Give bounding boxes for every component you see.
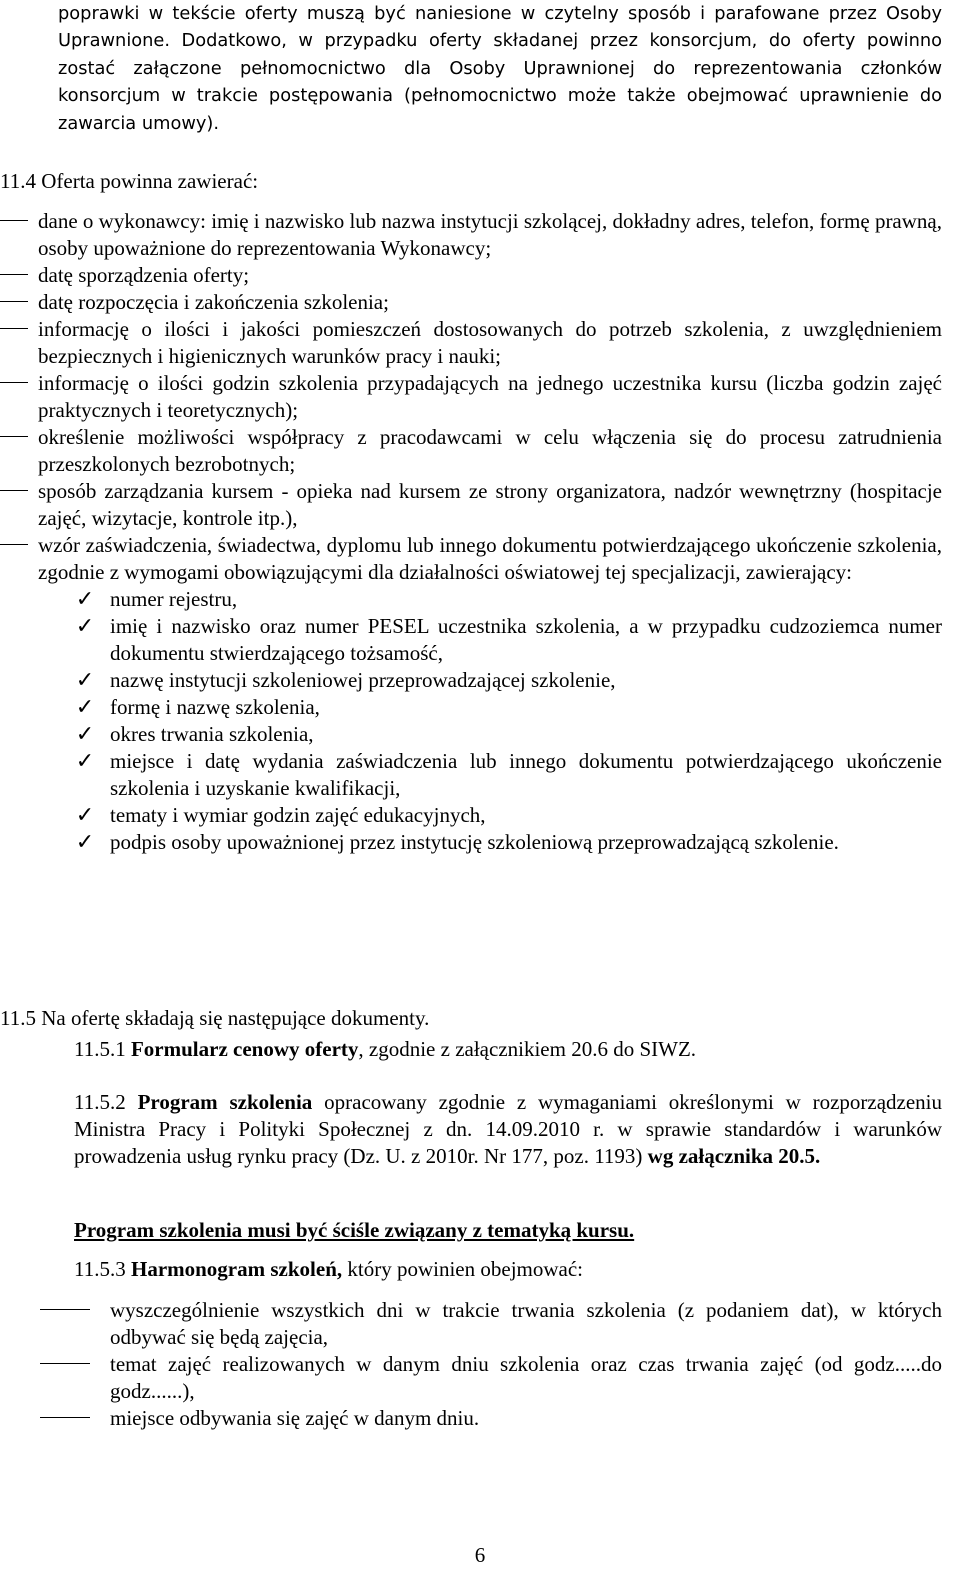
item-11-5-3: 11.5.3 Harmonogram szkoleń, który powinien obejmować: [74,1257,584,1281]
dash-bullet-icon [0,382,28,383]
dash-bullet-icon [0,274,28,275]
dash-bullet-icon [0,490,28,491]
checkmark-icon: ✓ [75,722,95,747]
schedule-list [0,1297,942,1432]
section-11-4-heading: 11.4 Oferta powinna zawierać: [0,169,259,193]
item-number: 11.5.3 [74,1257,126,1281]
dash-bullet-icon [40,1363,90,1364]
check-list-item: ✓ formę i nazwę szkolenia, [0,694,942,721]
program-note: Program szkolenia musi być ściśle związany z tematyką kursu. [74,1218,635,1242]
check-list-item: ✓ okres trwania szkolenia, [0,721,942,748]
list-item: informację o ilości godzin szkolenia przypadających na jednego uczestnika kursu (liczba godzin zajęć praktycznych i teoretycznych); [0,370,942,424]
check-list-item: ✓ tematy i wymiar godzin zajęć edukacyjnych, [0,802,942,829]
checkmark-icon: ✓ [75,749,95,774]
intro-paragraph: poprawki w tekście oferty muszą być naniesione w czytelny sposób i parafowane przez Osoby Uprawnione. Dodatkowo, w przypadku oferty składanej przez konsorcjum, do oferty powinno zostać załączone pełnomocnictwo dla Osoby Uprawnionej do reprezentowania członków konsorcjum w trakcie postępowania (pełnomocnictwo może także obejmować uprawnienie do zawarcia umowy). [58,3,942,134]
checkmark-icon: ✓ [75,668,95,693]
check-list-item: ✓ podpis osoby upoważnionej przez instytucję szkoleniową przeprowadzającą szkolenie. [0,829,942,856]
item-title: Formularz cenowy oferty [130,1037,359,1061]
item-11-5-2: 11.5.2 Program szkolenia opracowany zgodnie z wymaganiami określonymi w rozporządzeniu Ministra Pracy i Polityki Społecznej z dn. 14.09.2010 r. w sprawie standardów i warunków prowadzenia usług rynku pracy (Dz. U. z 2010r. Nr 177, poz. 1193) wg załącznika 20.5. [74,1090,943,1168]
check-list-item: ✓ miejsce i datę wydania zaświadczenia lub innego dokumentu potwierdzającego ukończenie szkolenia i uzyskanie kwalifikacji, [0,748,942,802]
list-item: datę rozpoczęcia i zakończenia szkolenia; [0,289,942,316]
item-title: Program szkolenia [137,1090,313,1114]
list-item: informację o ilości i jakości pomieszczeń dostosowanych do potrzeb szkolenia, z uwzględnieniem bezpiecznych i higienicznych warunków pracy i nauki; [0,316,942,370]
list-item: dane o wykonawcy: imię i nazwisko lub nazwa instytucji szkolącej, dokładny adres, telefon, formę prawną, osoby upoważnione do reprezentowania Wykonawcy; [0,208,942,262]
list-item-certificate: wzór zaświadczenia, świadectwa, dyplomu lub innego dokumentu potwierdzającego ukończenie szkolenia, zgodnie z wymogami obowiązującymi dla działalności oświatowej tej specjalizacji, zawierający: [0,532,942,586]
section-11-5-heading: 11.5 Na ofertę składają się następujące dokumenty. [0,1006,430,1030]
check-list-item: ✓ imię i nazwisko oraz numer PESEL uczestnika szkolenia, a w przypadku cudzoziemca numer dokumentu stwierdzającego tożsamość, [0,613,942,667]
checkmark-icon: ✓ [75,803,95,828]
list-item: wyszczególnienie wszystkich dni w trakcie trwania szkolenia (z podaniem dat), w których odbywać się będą zajęcia, [0,1297,942,1351]
dash-bullet-icon [0,220,28,221]
list-item: temat zajęć realizowanych w danym dniu szkolenia oraz czas trwania zajęć (od godz.....do godz......), [0,1351,942,1405]
certificate-check-list [0,586,942,856]
list-item: miejsce odbywania się zajęć w danym dniu. [0,1405,942,1432]
certificate-contents [0,586,942,856]
item-11-5-1: 11.5.1 Formularz cenowy oferty, zgodnie z załącznikiem 20.6 do SIWZ. [74,1037,697,1061]
item-title: Harmonogram szkoleń, [130,1257,343,1281]
list-item: datę sporządzenia oferty; [0,262,942,289]
check-list-item: ✓ numer rejestru, [0,586,942,613]
dash-bullet-icon [40,1309,90,1310]
dash-bullet-icon [0,544,28,545]
list-item: określenie możliwości współpracy z pracodawcami w celu włączenia się do procesu zatrudnienia przeszkolonych bezrobotnych; [0,424,942,478]
check-list-item: ✓ nazwę instytucji szkoleniowej przeprowadzającej szkolenie, [0,667,942,694]
checkmark-icon: ✓ [75,614,95,639]
dash-bullet-icon [0,436,28,437]
item-number: 11.5.1 [74,1037,126,1061]
offer-contents-list [0,208,942,856]
item-number: 11.5.2 [74,1090,126,1114]
list-item: sposób zarządzania kursem - opieka nad kursem ze strony organizatora, nadzór wewnętrzny (hospitacje zajęć, wizytacje, kontrole itp.), [0,478,942,532]
dash-bullet-icon [0,328,28,329]
checkmark-icon: ✓ [75,830,95,855]
page-number: 6 [474,1543,486,1567]
checkmark-icon: ✓ [75,587,95,612]
attachment-ref: wg załącznika 20.5. [647,1144,821,1168]
dash-bullet-icon [0,301,28,302]
dash-bullet-icon [40,1417,90,1418]
checkmark-icon: ✓ [75,695,95,720]
